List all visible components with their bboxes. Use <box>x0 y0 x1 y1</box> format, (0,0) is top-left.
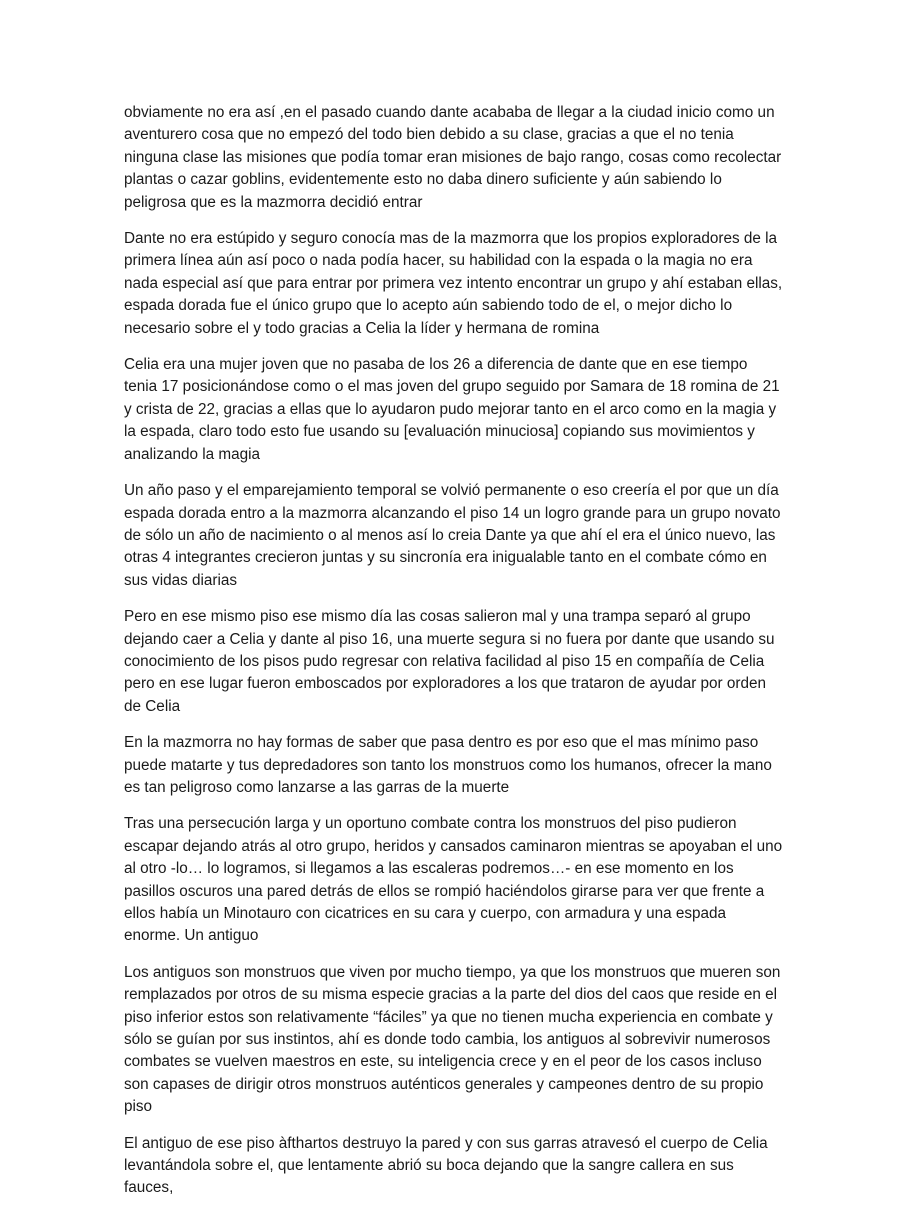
paragraph-9: El antiguo de ese piso àfthartos destruyo la pared y con sus garras atravesó el cuerpo de Celia levantándola sobre el, que lentamente abrió su boca dejando que la sangre callera en sus fauces, <box>124 1134 768 1197</box>
paragraph-6: En la mazmorra no hay formas de saber que pasa dentro es por eso que el mas mínimo paso puede matarte y tus depredadores son tanto los monstruos como los humanos, ofrecer la mano es tan peligroso como lanzarse a las garras de la muerte <box>124 734 772 796</box>
paragraph-2: Dante no era estúpido y seguro conocía mas de la mazmorra que los propios exploradores de la primera línea aún así poco o nada podía hacer, su habilidad con la espada o la magia no era nada especial así que para entrar por primera vez intento encontrar un grupo y ahí estaban ellas, espada dorada fue el único grupo que lo acepto aún sabiendo todo de el, o mejor dicho lo necesario sobre el y todo gracias a Celia la líder y hermana de romina <box>124 230 783 337</box>
paragraph-1: obviamente no era así ,en el pasado cuando dante acababa de llegar a la ciudad inicio como un aventurero cosa que no empezó del todo bien debido a su clase, gracias a que el no tenia ninguna clase las misiones que podía tomar eran misiones de bajo rango, cosas como recolectar plantas o cazar goblins, evidentemente esto no daba dinero suficiente y aún sabiendo lo peligrosa que es la mazmorra decidió entrar <box>124 104 782 211</box>
paragraph-3: Celia era una mujer joven que no pasaba de los 26 a diferencia de dante que en ese tiempo tenia 17 posicionándose como o el mas joven del grupo seguido por Samara de 18 romina de 21 y crista de 22, gracias a ellas que lo ayudaron pudo mejorar tanto en el arco como en la magia y la espada, claro todo esto fue usando su [evaluación minuciosa] copiando sus movimientos y analizando la magia <box>124 356 780 463</box>
paragraph-7: Tras una persecución larga y un oportuno combate contra los monstruos del piso pudieron escapar dejando atrás al otro grupo, heridos y cansados caminaron mientras se apoyaban el uno al otro -lo… lo logramos, si llegamos a las escaleras podremos…- en ese momento en los pasillos oscuros una pared detrás de ellos se rompió haciéndolos girarse para ver que frente a ellos había un Minotauro con cicatrices en su cara y cuerpo, con armadura y una espada enorme. Un antiguo <box>124 815 783 945</box>
document-page <box>124 102 784 1214</box>
paragraph-8: Los antiguos son monstruos que viven por mucho tiempo, ya que los monstruos que mueren son remplazados por otros de su misma especie gracias a la parte del dios del caos que reside en el piso inferior estos son relativamente “fáciles” ya que no tienen mucha experiencia en combate y sólo se guían por sus instintos, ahí es donde todo cambia, los antiguos al sobrevivir numerosos combates se vuelven maestros en este, su inteligencia crece y en el peor de los casos incluso son capases de dirigir otros monstruos auténticos generales y campeones dentro de su propio piso <box>124 963 781 1116</box>
paragraph-5: Pero en ese mismo piso ese mismo día las cosas salieron mal y una trampa separó al grupo dejando caer a Celia y dante al piso 16, una muerte segura si no fuera por dante que usando su conocimiento de los pisos pudo regresar con relativa facilidad al piso 15 en compañía de Celia pero en ese lugar fueron emboscados por exploradores a los que trataron de ayudar por orden de Celia <box>124 608 775 715</box>
paragraph-4: Un año paso y el emparejamiento temporal se volvió permanente o eso creería el por que un día espada dorada entro a la mazmorra alcanzando el piso 14 un logro grande para un grupo novato de sólo un año de nacimiento o al menos así lo creia Dante ya que ahí el era el único nuevo, las otras 4 integrantes crecieron juntas y su sincronía era inigualable tanto en el combate cómo en sus vidas diarias <box>124 482 781 589</box>
